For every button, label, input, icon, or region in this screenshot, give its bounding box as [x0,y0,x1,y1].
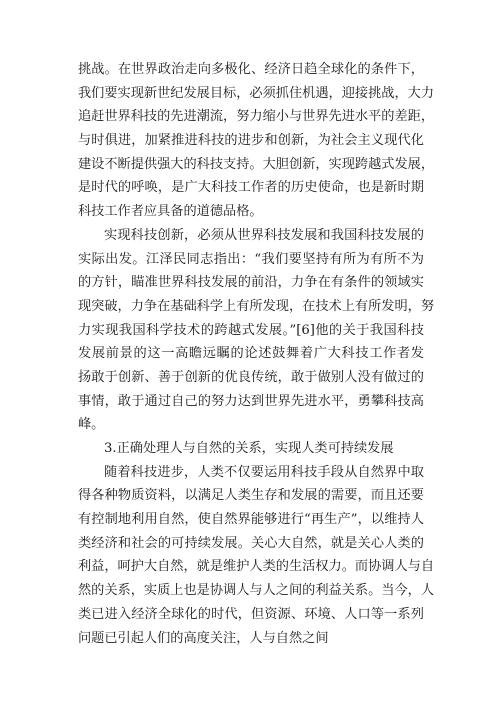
text-line: 事情，敢于通过自己的努力达到世界先进水平，勇攀科技高 [78,393,424,409]
text-line: 力实现我国科学技术的跨越式发展。”[6]他的关于我国科技 [78,322,424,338]
text-line: 3.正确处理人与自然的关系，实现人类可持续发展 [104,441,394,456]
text-line: 然的关系，实质上也是协调人与人之间的利益关系。当今，人 [78,583,435,599]
text-line: 随着科技进步，人类不仅要运用科技手段从自然界中取 [104,464,424,480]
text-line: 问题已引起人们的高度关注，人与自然之间 [78,630,329,646]
text-line: 现突破，力争在基础科学上有所发现，在技术上有所发明，努 [78,298,435,314]
text-line: 的方针，瞄准世界科技发展的前沿，力争在有条件的领域实 [78,275,424,291]
text-line: 类已进入经济全球化的时代，但资源、环境、人口等一系列 [78,606,424,622]
text-line: 追赶世界科技的先进潮流，努力缩小与世界先进水平的差距， [78,109,435,125]
text-line: 是时代的呼唤，是广大科技工作者的历史使命，也是新时期 [78,180,424,196]
document-page [78,58,435,650]
text-line: 峰。 [78,417,105,433]
text-line: 实现科技创新，必须从世界科技发展和我国科技发展的 [104,227,424,243]
text-line: 得各种物质资料，以满足人类生存和发展的需要，而且还要 [78,488,424,504]
text-line: 类经济和社会的可持续发展。关心大自然，就是关心人类的 [78,535,424,551]
text-line: 实际出发。江泽民同志指出：“我们要坚持有所为有所不为 [78,251,424,267]
text-line: 有控制地利用自然，使自然界能够进行“再生产”，以维持人 [78,512,424,528]
text-line: 我们要实现新世纪发展目标，必须抓住机遇，迎接挑战，大力 [78,85,435,101]
text-line: 建设不断提供强大的科技支持。大胆创新，实现跨越式发展， [78,156,435,172]
text-line: 发展前景的这一高瞻远瞩的论述鼓舞着广大科技工作者发 [78,346,424,362]
text-line: 扬敢于创新、善于创新的优良传统，敢于做别人没有做过的 [78,369,424,385]
text-line: 科技工作者应具备的道德品格。 [78,204,263,220]
text-line: 利益，呵护大自然，就是维护人类的生活权力。而协调人与自 [78,559,435,575]
text-line: 挑战。在世界政治走向多极化、经济日趋全球化的条件下， [78,62,424,77]
text-line: 与时俱进，加紧推进科技的进步和创新，为社会主义现代化 [78,133,424,149]
